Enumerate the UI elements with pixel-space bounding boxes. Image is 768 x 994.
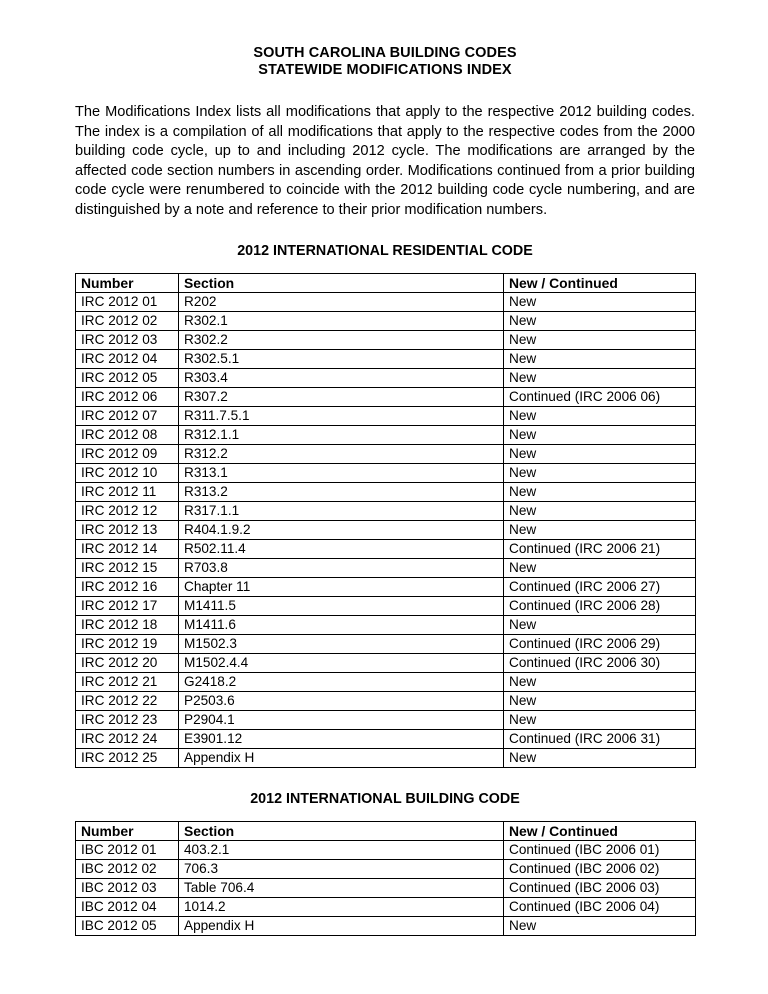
cell-section: R302.1: [179, 311, 504, 330]
cell-status: New: [504, 691, 696, 710]
cell-section: Table 706.4: [179, 878, 504, 897]
cell-section: P2503.6: [179, 691, 504, 710]
cell-status: Continued (IRC 2006 06): [504, 387, 696, 406]
cell-status: New: [504, 463, 696, 482]
table-row: [76, 501, 696, 520]
cell-status: Continued (IRC 2006 28): [504, 596, 696, 615]
cell-number: IBC 2012 04: [76, 897, 179, 916]
cell-section: R307.2: [179, 387, 504, 406]
cell-status: New: [504, 520, 696, 539]
cell-status: New: [504, 425, 696, 444]
column-header-status: New / Continued: [504, 273, 696, 292]
table-row: [76, 349, 696, 368]
cell-number: IRC 2012 17: [76, 596, 179, 615]
table-row: [76, 710, 696, 729]
table-row: [76, 653, 696, 672]
cell-section: R502.11.4: [179, 539, 504, 558]
column-header-number: Number: [76, 821, 179, 840]
table-row: [76, 634, 696, 653]
table-row: [76, 444, 696, 463]
cell-section: 403.2.1: [179, 840, 504, 859]
table-row: [76, 672, 696, 691]
cell-number: IRC 2012 18: [76, 615, 179, 634]
cell-number: IRC 2012 16: [76, 577, 179, 596]
cell-status: Continued (IBC 2006 03): [504, 878, 696, 897]
cell-section: 1014.2: [179, 897, 504, 916]
section-heading-irc: 2012 INTERNATIONAL RESIDENTIAL CODE: [237, 242, 533, 259]
cell-number: IBC 2012 05: [76, 916, 179, 935]
document-title-block: [75, 0, 695, 79]
table-row: [76, 615, 696, 634]
column-header-section: Section: [179, 821, 504, 840]
cell-status: New: [504, 558, 696, 577]
table-row: [76, 859, 696, 878]
cell-section: R313.2: [179, 482, 504, 501]
table-row: [76, 463, 696, 482]
cell-number: IRC 2012 07: [76, 406, 179, 425]
cell-number: IRC 2012 06: [76, 387, 179, 406]
table-row: [76, 425, 696, 444]
table-row: [76, 311, 696, 330]
table-row: [76, 482, 696, 501]
cell-section: M1502.4.4: [179, 653, 504, 672]
cell-section: R312.2: [179, 444, 504, 463]
cell-section: Appendix H: [179, 748, 504, 767]
cell-status: Continued (IRC 2006 27): [504, 577, 696, 596]
cell-number: IRC 2012 10: [76, 463, 179, 482]
column-header-number: Number: [76, 273, 179, 292]
cell-status: New: [504, 311, 696, 330]
table-row: [76, 539, 696, 558]
table-row: [76, 878, 696, 897]
cell-number: IRC 2012 22: [76, 691, 179, 710]
table-row: [76, 558, 696, 577]
intro-paragraph: The Modifications Index lists all modifications that apply to the respective 2012 building codes. The index is a compilation of all modifications that apply to the respective codes from the 2000 building code cycle, up to and including 2012 cycle. The modifications are arranged by the affected code section numbers in ascending order. Modifications continued from a prior building code cycle were renumbered to coincide with the 2012 building code cycle numbering, and are distinguished by a note and reference to their prior modification numbers.: [75, 104, 695, 218]
cell-number: IRC 2012 15: [76, 558, 179, 577]
cell-section: Appendix H: [179, 916, 504, 935]
cell-section: R303.4: [179, 368, 504, 387]
cell-status: New: [504, 349, 696, 368]
section-heading-ibc: 2012 INTERNATIONAL BUILDING CODE: [250, 790, 520, 807]
table-body-ibc: [76, 840, 696, 935]
table-row: [76, 406, 696, 425]
cell-status: New: [504, 710, 696, 729]
cell-section: R313.1: [179, 463, 504, 482]
table-row: [76, 577, 696, 596]
cell-status: Continued (IBC 2006 02): [504, 859, 696, 878]
cell-status: Continued (IRC 2006 21): [504, 539, 696, 558]
cell-status: New: [504, 330, 696, 349]
cell-section: R703.8: [179, 558, 504, 577]
cell-status: Continued (IRC 2006 30): [504, 653, 696, 672]
column-header-status: New / Continued: [504, 821, 696, 840]
cell-section: M1411.6: [179, 615, 504, 634]
cell-number: IRC 2012 21: [76, 672, 179, 691]
table-row: [76, 292, 696, 311]
cell-section: R202: [179, 292, 504, 311]
table-row: [76, 729, 696, 748]
page-title-line-2: STATEWIDE MODIFICATIONS INDEX: [258, 62, 512, 78]
page-title-line-1: SOUTH CAROLINA BUILDING CODES: [253, 45, 517, 61]
cell-section: R317.1.1: [179, 501, 504, 520]
cell-section: 706.3: [179, 859, 504, 878]
cell-status: New: [504, 444, 696, 463]
cell-section: Chapter 11: [179, 577, 504, 596]
table-header-row: [76, 821, 696, 840]
cell-number: IRC 2012 20: [76, 653, 179, 672]
cell-number: IRC 2012 09: [76, 444, 179, 463]
cell-status: New: [504, 482, 696, 501]
cell-status: New: [504, 501, 696, 520]
cell-status: New: [504, 368, 696, 387]
cell-section: M1502.3: [179, 634, 504, 653]
table-row: [76, 897, 696, 916]
table-row: [76, 840, 696, 859]
cell-section: M1411.5: [179, 596, 504, 615]
cell-number: IRC 2012 01: [76, 292, 179, 311]
cell-section: R302.5.1: [179, 349, 504, 368]
table-row: [76, 368, 696, 387]
table-row: [76, 748, 696, 767]
cell-status: Continued (IRC 2006 29): [504, 634, 696, 653]
table-row: [76, 387, 696, 406]
cell-status: Continued (IBC 2006 01): [504, 840, 696, 859]
column-header-section: Section: [179, 273, 504, 292]
cell-section: R312.1.1: [179, 425, 504, 444]
cell-number: IRC 2012 13: [76, 520, 179, 539]
cell-section: R311.7.5.1: [179, 406, 504, 425]
cell-section: R302.2: [179, 330, 504, 349]
cell-number: IRC 2012 02: [76, 311, 179, 330]
table-row: [76, 691, 696, 710]
cell-status: New: [504, 916, 696, 935]
cell-number: IRC 2012 08: [76, 425, 179, 444]
table-row: [76, 520, 696, 539]
cell-number: IRC 2012 04: [76, 349, 179, 368]
cell-number: IBC 2012 03: [76, 878, 179, 897]
document-content: [75, 0, 695, 936]
cell-section: R404.1.9.2: [179, 520, 504, 539]
cell-number: IRC 2012 23: [76, 710, 179, 729]
cell-section: G2418.2: [179, 672, 504, 691]
cell-status: Continued (IBC 2006 04): [504, 897, 696, 916]
table-body-irc: [76, 292, 696, 767]
cell-status: New: [504, 292, 696, 311]
cell-number: IRC 2012 25: [76, 748, 179, 767]
cell-status: New: [504, 672, 696, 691]
table-row: [76, 596, 696, 615]
table-header-row: [76, 273, 696, 292]
cell-number: IBC 2012 02: [76, 859, 179, 878]
cell-status: New: [504, 748, 696, 767]
cell-number: IRC 2012 03: [76, 330, 179, 349]
cell-number: IRC 2012 05: [76, 368, 179, 387]
cell-number: IRC 2012 19: [76, 634, 179, 653]
modifications-table-irc: [75, 273, 696, 768]
cell-number: IRC 2012 24: [76, 729, 179, 748]
cell-section: P2904.1: [179, 710, 504, 729]
cell-number: IRC 2012 14: [76, 539, 179, 558]
cell-status: New: [504, 406, 696, 425]
modifications-table-ibc: [75, 821, 696, 936]
cell-number: IRC 2012 11: [76, 482, 179, 501]
table-row: [76, 330, 696, 349]
cell-number: IRC 2012 12: [76, 501, 179, 520]
cell-number: IBC 2012 01: [76, 840, 179, 859]
table-row: [76, 916, 696, 935]
cell-section: E3901.12: [179, 729, 504, 748]
cell-status: Continued (IRC 2006 31): [504, 729, 696, 748]
cell-status: New: [504, 615, 696, 634]
